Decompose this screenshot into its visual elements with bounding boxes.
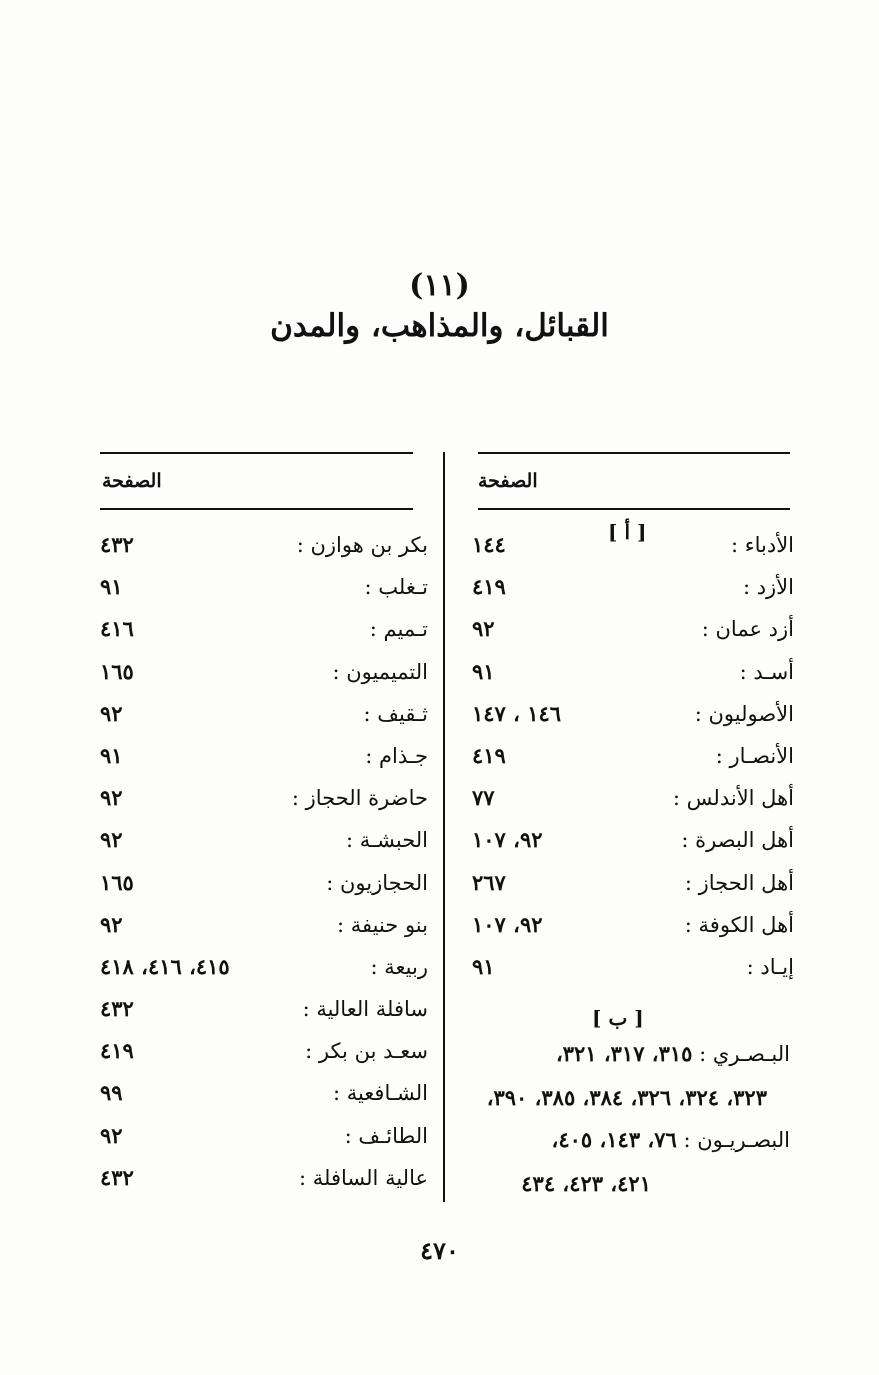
section-letter-ba: [ ب ] xyxy=(592,1006,644,1030)
entry-pages: ٩٢ xyxy=(100,785,123,811)
right-top-rule xyxy=(478,452,790,454)
entry-name: ربيعة : xyxy=(370,954,428,979)
entry-pages: ٩١ xyxy=(100,574,123,600)
list-item xyxy=(96,1157,428,1199)
entry-pages: ٤٣٢ xyxy=(100,532,134,557)
entry-name: سافلة العالية : xyxy=(302,997,428,1022)
entry-name: أهل الحجاز : xyxy=(684,870,794,895)
entry-pages: ١٤٦ ، ١٤٧ xyxy=(472,700,562,726)
list-item xyxy=(96,566,428,608)
list-item xyxy=(96,862,428,904)
column-divider xyxy=(443,452,445,1202)
list-item xyxy=(96,946,428,988)
entry-pages: ٧٧ xyxy=(472,785,495,811)
left-header-rule xyxy=(100,508,413,510)
entry-pages: ٤٣٢ xyxy=(100,1164,134,1190)
entry-pages: ٣٢٣، ٣٢٤، ٣٢٦، ٣٨٤، ٣٨٥، ٣٩٠، xyxy=(486,1085,767,1110)
list-item xyxy=(468,524,794,566)
list-item xyxy=(468,735,794,777)
entry-name: تـغلب : xyxy=(364,575,428,600)
entry-pages: ٢٦٧ xyxy=(472,869,506,895)
entry-name: الأنصـار : xyxy=(715,743,794,768)
entry-pages: ٩٢ xyxy=(100,911,123,937)
entry-name: إيـاد : xyxy=(746,954,794,979)
list-item xyxy=(96,1115,428,1157)
entry-name: بكر بن هوازن : xyxy=(296,533,428,557)
list-item xyxy=(468,819,794,861)
entry-pages: ٤٣٢ xyxy=(100,996,134,1022)
entry-pages: ٤٢١، ٤٢٣، ٤٣٤ xyxy=(521,1171,651,1196)
entry-name: سعـد بن بكر : xyxy=(305,1039,428,1064)
entry-name: ثـقيف : xyxy=(363,701,428,726)
list-item xyxy=(468,946,794,988)
entry-name: الشـافعية : xyxy=(332,1081,428,1106)
list-item xyxy=(96,693,428,735)
list-item xyxy=(96,735,428,777)
entry-name: تـميم : xyxy=(369,617,428,642)
entry-name: التميميون : xyxy=(332,659,428,684)
right-column-header: الصفحة xyxy=(478,470,538,492)
list-item xyxy=(96,777,428,819)
entry-pages: ٩٩ xyxy=(100,1080,123,1106)
entry-name: بنو حنيفة : xyxy=(337,912,428,937)
left-top-rule xyxy=(100,452,413,454)
list-item xyxy=(556,1034,790,1074)
right-header-rule xyxy=(478,508,790,510)
entry-name: البـصـري : xyxy=(699,1042,790,1066)
entry-name: البصـريـون : xyxy=(683,1128,790,1152)
entry-name: أسـد : xyxy=(739,659,794,684)
entry-pages: ٩٢ xyxy=(472,616,495,642)
entry-name: أهل البصرة : xyxy=(681,828,794,853)
left-column-header: الصفحة xyxy=(102,470,162,492)
list-item xyxy=(468,862,794,904)
entry-pages: ٤١٩ xyxy=(472,574,506,600)
entry-pages: ٤١٩ xyxy=(100,1038,134,1064)
entry-pages: ١٦٥ xyxy=(100,869,134,895)
entry-name: أزد عمان : xyxy=(701,617,794,642)
entry-name: أهل الأندلس : xyxy=(672,786,794,811)
list-item xyxy=(96,1030,428,1072)
entry-pages: ١٦٥ xyxy=(100,658,134,684)
section-title: القبائل، والمذاهب، والمدن xyxy=(270,308,609,344)
list-item xyxy=(468,904,794,946)
list-item xyxy=(468,693,794,735)
entry-name: الحجازيون : xyxy=(326,870,428,895)
entry-name: الأدباء : xyxy=(730,533,794,557)
list-item xyxy=(96,524,428,566)
list-item xyxy=(96,651,428,693)
entry-name: أهل الكوفة : xyxy=(684,912,794,937)
entry-pages: ٩٢ xyxy=(100,827,123,853)
page-number: ٤٧٠ xyxy=(420,1236,459,1265)
entry-name: الطائـف : xyxy=(344,1123,428,1148)
entry-pages: ٤١٩ xyxy=(472,742,506,768)
entry-pages: ٩٢ xyxy=(100,700,123,726)
entry-name: الحبشـة : xyxy=(345,828,428,853)
entry-pages: ١٤٤ xyxy=(472,532,506,557)
entry-pages: ٩٢ xyxy=(100,1122,123,1148)
list-item xyxy=(552,1120,790,1160)
list-item xyxy=(96,1072,428,1114)
list-item-continuation xyxy=(487,1078,767,1118)
section-letter-alef: [ أ ] xyxy=(608,520,647,544)
entry-pages: ٩١ xyxy=(100,742,123,768)
entry-name: عالية السافلة : xyxy=(299,1165,428,1190)
list-item xyxy=(468,608,794,650)
entry-pages: ٤١٥، ٤١٦، ٤١٨ xyxy=(100,953,230,979)
list-item xyxy=(468,651,794,693)
entry-name: الأزد : xyxy=(742,575,794,600)
right-column xyxy=(468,524,794,988)
list-item xyxy=(96,608,428,650)
left-column xyxy=(96,524,428,1199)
list-item-continuation xyxy=(521,1164,651,1204)
list-item xyxy=(468,777,794,819)
entry-pages: ٤١٦ xyxy=(100,616,134,642)
list-item xyxy=(468,566,794,608)
entry-name: جـذام : xyxy=(365,743,428,768)
entry-pages: ٣١٥، ٣١٧، ٣٢١، xyxy=(555,1041,693,1066)
entry-pages: ٩١ xyxy=(472,953,495,979)
entry-name: حاضرة الحجاز : xyxy=(291,786,428,811)
list-item xyxy=(96,819,428,861)
list-item xyxy=(96,988,428,1030)
entry-pages: ٩١ xyxy=(472,658,495,684)
entry-pages: ٩٢، ١٠٧ xyxy=(472,911,543,937)
entry-name: الأصوليون : xyxy=(694,701,794,726)
section-number: (١١) xyxy=(409,268,470,303)
list-item xyxy=(96,904,428,946)
entry-pages: ٧٦، ١٤٣، ٤٠٥، xyxy=(551,1127,677,1152)
entry-pages: ٩٢، ١٠٧ xyxy=(472,827,543,853)
